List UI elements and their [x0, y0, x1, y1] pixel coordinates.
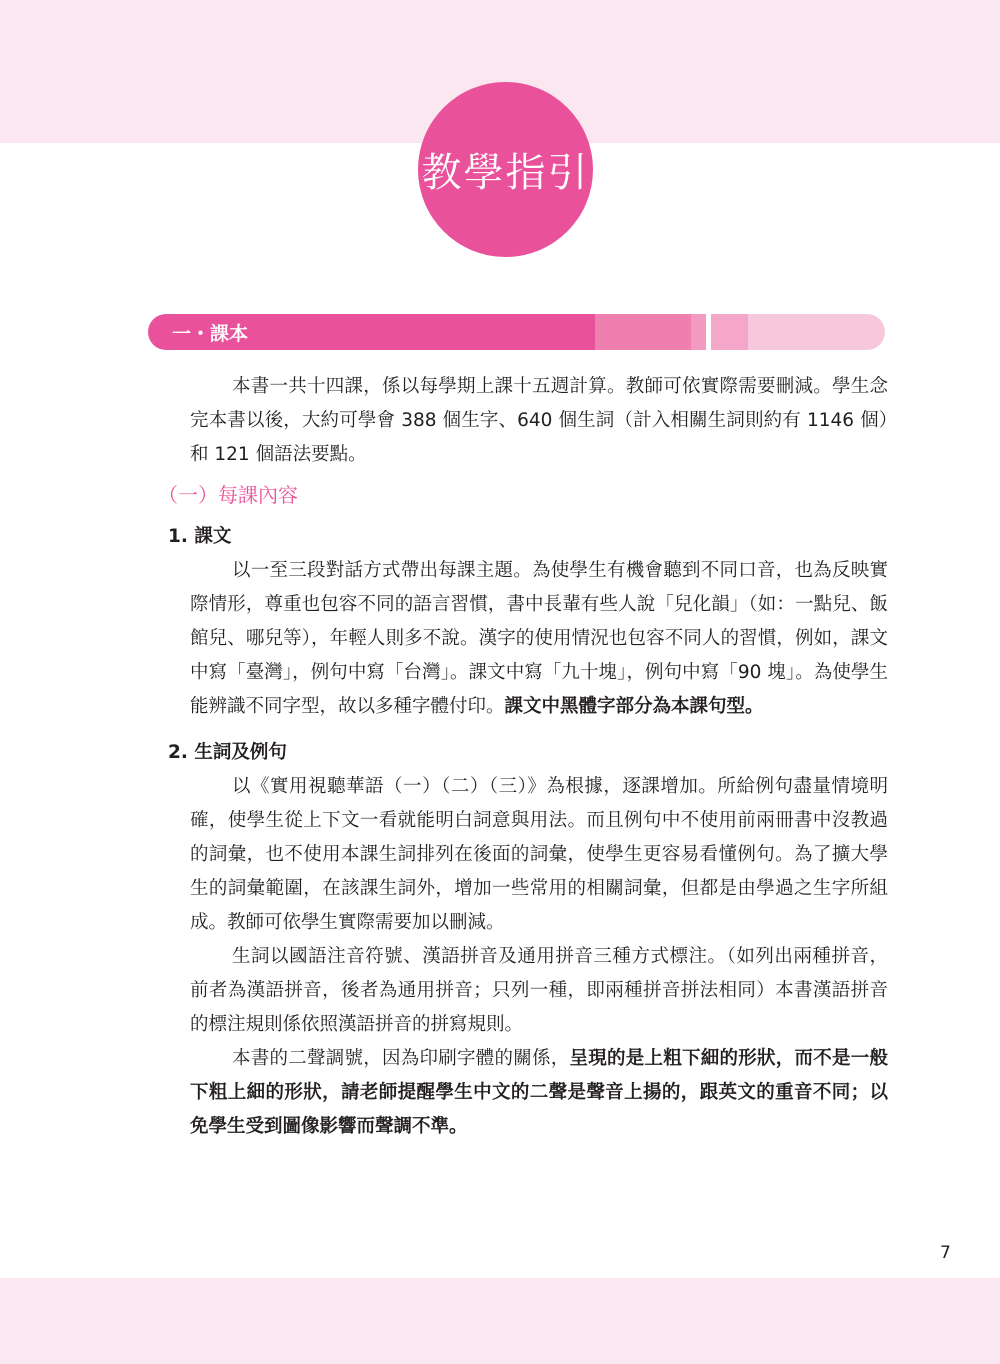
item-text-paragraph [148, 554, 888, 724]
page-title: 教學指引 [421, 150, 590, 196]
vocab-paragraph-2: 生詞以國語注音符號、漢語拼音及通用拼音三種方式標注。（如列出兩種拼音，前者為漢語拼音，後者為通用拼音；只列一種，即兩種拼音拼法相同）本書漢語拼音的標注規則係依照漢語拼音的拼寫規則。 [190, 946, 888, 1035]
page-number: 7 [940, 1243, 951, 1263]
vocab-paragraph-1: 以《實用視聽華語（一）（二）（三）》為根據，逐課增加。所給例句盡量情境明確，使學生從上下文一看就能明白詞意與用法。而且例句中不使用前兩冊書中沒教過的詞彙，也不使用本課生詞排列在後面的詞彙，使學生更容易看懂例句。為了擴大學生的詞彙範圍，在該課生詞外，增加一些常用的相關詞彙，但都是由學過之生字所組成。教師可依學生實際需要加以刪減。 [190, 776, 888, 933]
text-bold: 課文中黑體字部分為本課句型。 [504, 696, 764, 717]
section-bar-main [148, 314, 595, 350]
title-circle [418, 82, 593, 257]
item-heading-vocab: 2. 生詞及例句 [168, 742, 287, 763]
bottom-pink-band [0, 1278, 1000, 1364]
item-heading-text: 1. 課文 [168, 526, 232, 547]
section-bar-stripe [691, 314, 706, 350]
vocab-p3-bold: 呈現的是上粗下細的形狀，而不是一般下粗上細的形狀，請老師提醒學生中文的二聲是聲音上揚的，跟英文的重音不同；以免學生受到圖像影響而聲調不準。 [190, 1048, 888, 1137]
text-plain: 以一至三段對話方式帶出每課主題。為使學生有機會聽到不同口音，也為反映實際情形，尊重也包容不同的語言習慣，書中長輩有些人說「兒化韻」（如：一點兒、飯館兒、哪兒等），年輕人則多不說。漢字的使用情況也包容不同人的習慣，例如，課文中寫「臺灣」，例句中寫「台灣」。課文中寫「九十塊」，例句中寫「90 塊」。為使學生能辨識不同字型，故以多種字體付印。 [190, 560, 888, 717]
section-bar-stripe [711, 314, 748, 350]
section-label: 一・課本 [172, 322, 249, 345]
section-bar-tail [748, 314, 885, 350]
section-bar [148, 314, 885, 350]
vocab-p3-plain: 本書的二聲調號，因為印刷字體的關係， [232, 1048, 570, 1069]
subsection-heading: （一）每課內容 [158, 483, 298, 507]
body-content [148, 370, 888, 1144]
vocab-paragraph-3 [148, 1042, 888, 1144]
section-bar-stripe [595, 314, 691, 350]
intro-paragraph: 本書一共十四課，係以每學期上課十五週計算。教師可依實際需要刪減。學生念完本書以後，大約可學會 388 個生字、640 個生詞（計入相關生詞則約有 1146 個）和 121 個語法要點。 [190, 376, 888, 465]
